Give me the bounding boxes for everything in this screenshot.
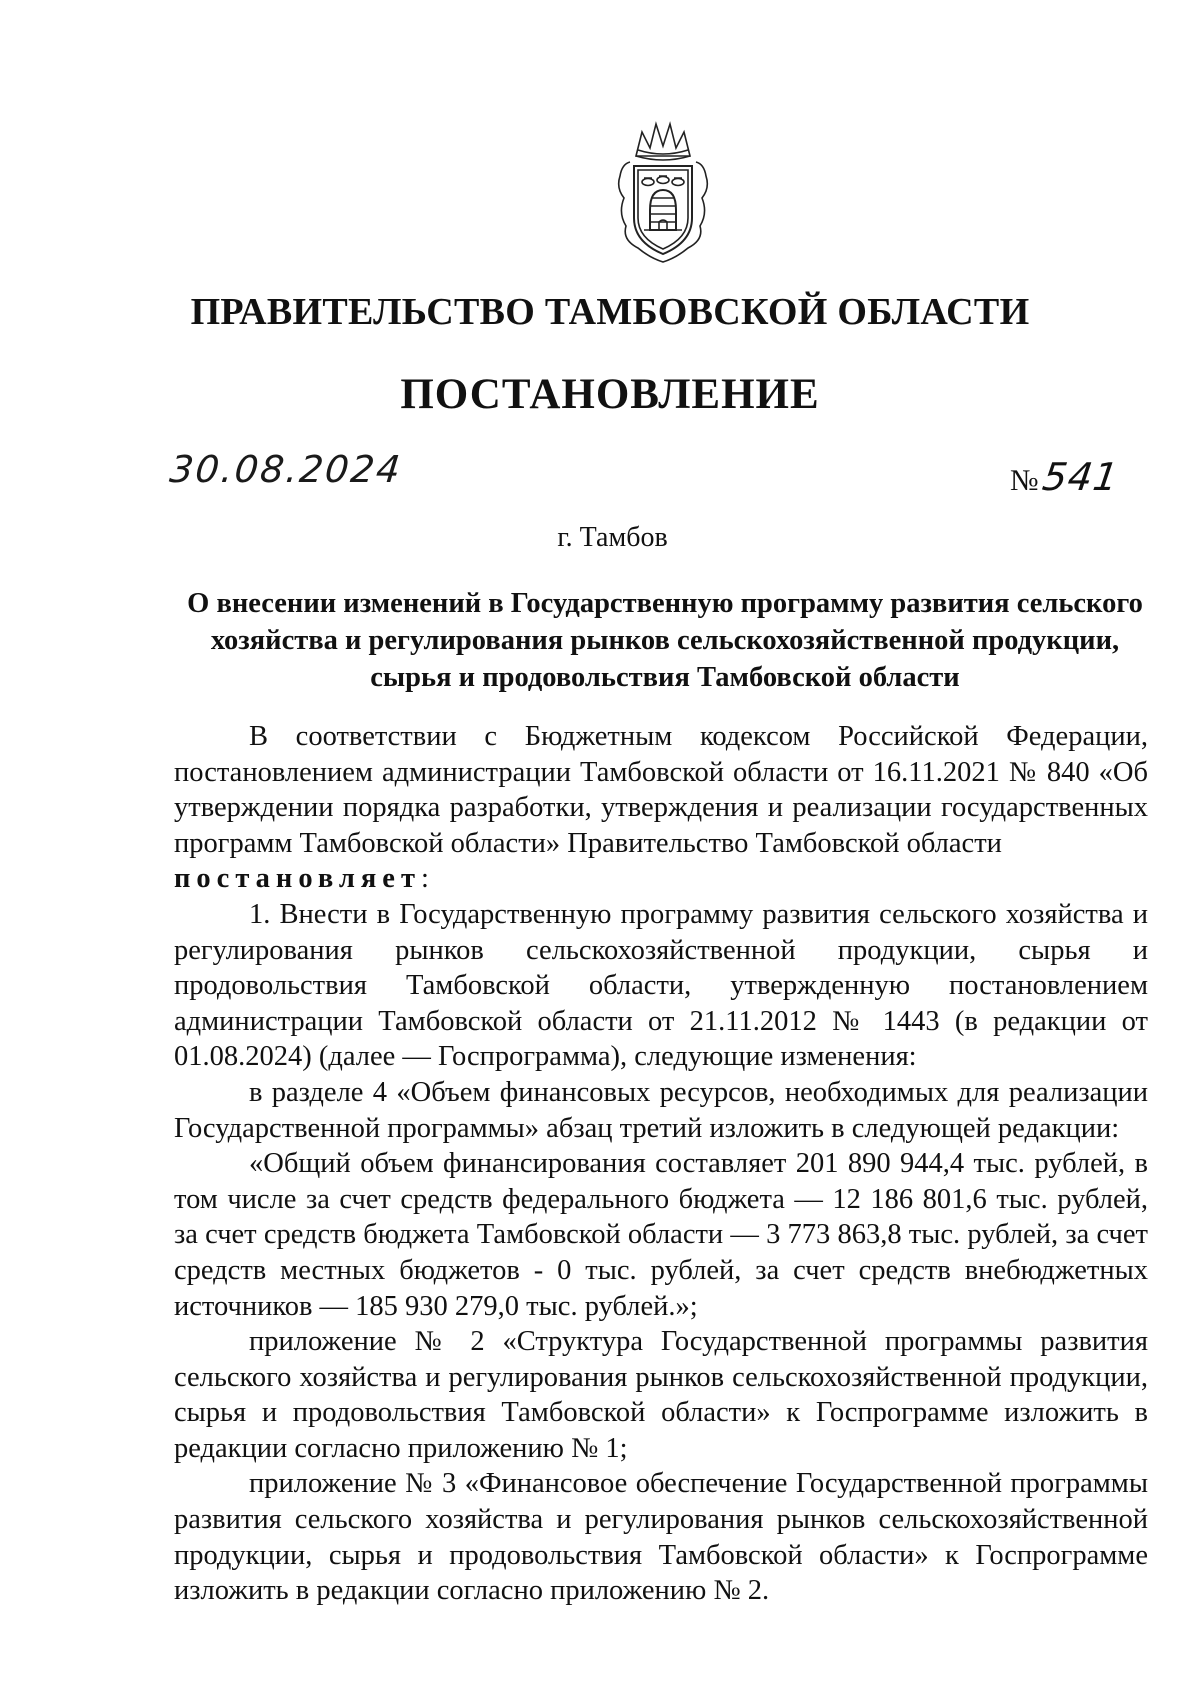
body-paragraph: 1. Внести в Государственную программу развития сельского хозяйства и регулирования рынков сельскохозяйственной продукции, сырья и продовольствия Тамбовской области, утвержденную постановлением администрации Тамбовской области от 21.11.2012 № 1443 (в редакции от 01.08.2024) (далее — Госпрограмма), следующие изменения:: [174, 898, 1148, 1073]
document-type: ПОСТАНОВЛЕНИЕ: [400, 371, 820, 418]
resolves-line: [174, 861, 1148, 897]
number-label: №: [1010, 464, 1039, 497]
body-paragraph: приложение № 2 «Структура Государственной программы развития сельского хозяйства и регулирования рынков сельскохозяйственной продукции, сырья и продовольствия Тамбовской области» к Госпрограмме изложить в редакции согласно приложению № 1;: [174, 1326, 1148, 1464]
body-paragraph: «Общий объем финансирования составляет 201 890 944,4 тыс. рублей, в том числе за счет средств федерального бюджета — 12 186 801,6 тыс. рублей, за счет средств бюджета Тамбовской области — 3 773 863,8 тыс. рублей, за счет средств местных бюджетов - 0 тыс. рублей, за счет средств внебюджетных источников — 185 930 279,0 тыс. рублей.»;: [174, 1148, 1148, 1322]
coat-of-arms-icon: [608, 118, 718, 266]
document-date: 30.08.2024: [167, 448, 405, 491]
coat-of-arms-emblem: [608, 118, 718, 266]
body-paragraph: в разделе 4 «Объем финансовых ресурсов, необходимых для реализации Государственной программы» абзац третий изложить в следующей редакции:: [174, 1076, 1148, 1144]
document-title: О внесении изменений в Государственную программу развития сельского хозяйства и регулирования рынков сельскохозяйственной продукции, сырья и продовольствия Тамбовской области: [187, 588, 1143, 693]
body-paragraph: приложение № 3 «Финансовое обеспечение Государственной программы развития сельского хозяйства и регулирования рынков сельскохозяйственной продукции, сырья и продовольствия Тамбовской области» к Госпрограмме изложить в редакции согласно приложению № 2.: [174, 1468, 1148, 1607]
resolves-suffix: :: [420, 863, 429, 895]
number-value: 541: [1039, 455, 1122, 499]
document-number: [1010, 455, 1122, 499]
city: г. Тамбов: [557, 522, 668, 553]
preamble-text: В соответствии с Бюджетным кодексом Российской Федерации, постановлением администрации Тамбовской области от 16.11.2021 № 840 «Об утверждении порядка разработки, утверждения и реализации государственных программ Тамбовской области» Правительство Тамбовской области: [174, 721, 1148, 859]
document-body: [174, 719, 1148, 1609]
preamble-paragraph: [174, 719, 1148, 861]
resolves-word: постановляет: [174, 863, 421, 895]
organization-name: ПРАВИТЕЛЬСТВО ТАМБОВСКОЙ ОБЛАСТИ: [190, 291, 1030, 333]
